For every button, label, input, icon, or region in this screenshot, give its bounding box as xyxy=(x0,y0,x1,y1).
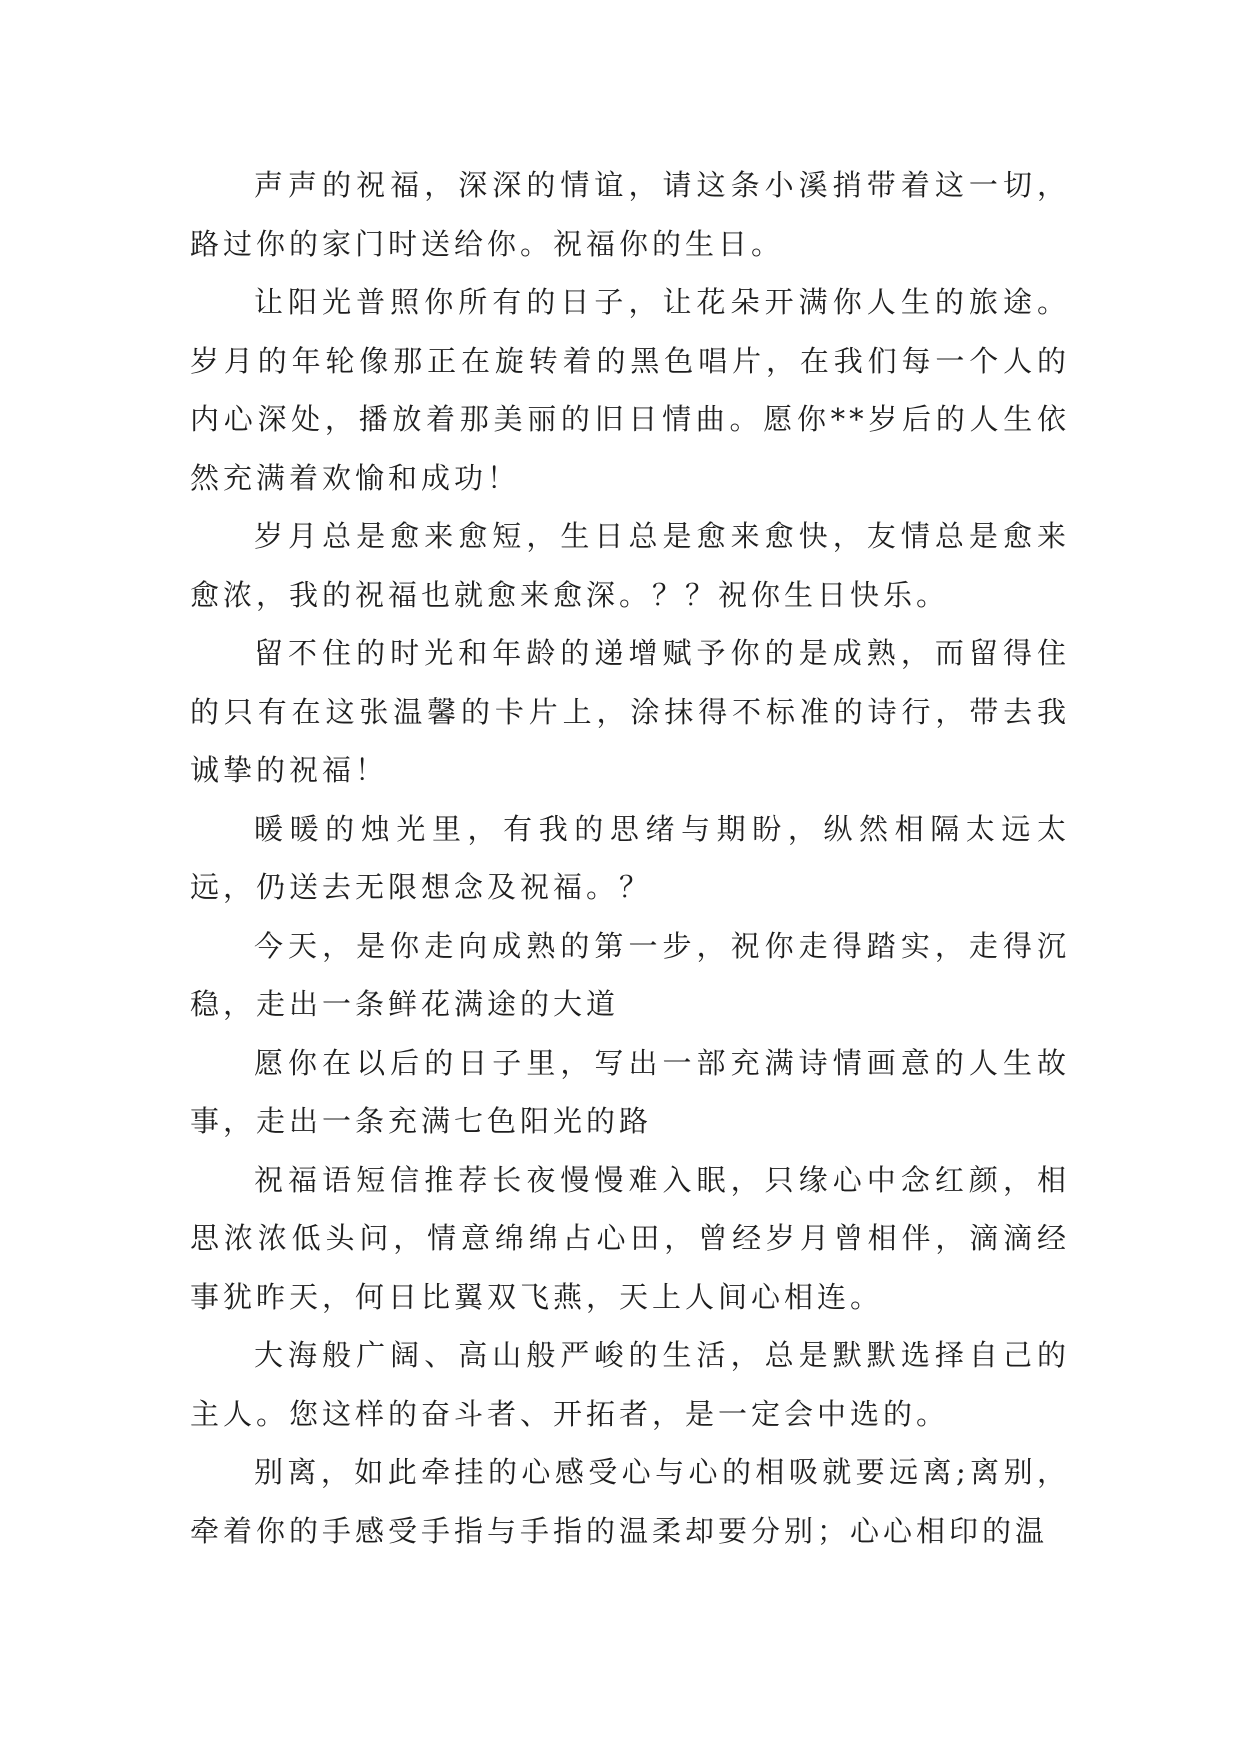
paragraph-3: 岁月总是愈来愈短，生日总是愈来愈快，友情总是愈来愈浓，我的祝福也就愈来愈深。？？祝你生日快乐。 xyxy=(190,519,1070,612)
paragraph-8: 祝福语短信推荐长夜慢慢难入眠，只缘心中念红颜，相思浓浓低头问，情意绵绵占心田，曾经岁月曾相伴，滴滴经事犹昨天，何日比翼双飞燕，天上人间心相连。 xyxy=(190,1162,1070,1314)
paragraph-6: 今天，是你走向成熟的第一步，祝你走得踏实，走得沉稳，走出一条鲜花满途的大道 xyxy=(190,928,1070,1021)
paragraph-1: 声声的祝福，深深的情谊，请这条小溪捎带着这一切，路过你的家门时送给你。祝福你的生日。 xyxy=(190,168,1070,261)
paragraph-2: 让阳光普照你所有的日子，让花朵开满你人生的旅途。岁月的年轮像那正在旋转着的黑色唱片，在我们每一个人的内心深处，播放着那美丽的旧日情曲。愿你**岁后的人生依然充满着欢愉和成功！ xyxy=(190,285,1070,495)
paragraph-5: 暖暖的烛光里，有我的思绪与期盼，纵然相隔太远太远，仍送去无限想念及祝福。？ xyxy=(190,811,1070,904)
paragraph-10: 别离，如此牵挂的心感受心与心的相吸就要远离;离别，牵着你的手感受手指与手指的温柔却要分别；心心相印的温 xyxy=(190,1455,1070,1548)
paragraph-4: 留不住的时光和年龄的递增赋予你的是成熟，而留得住的只有在这张温馨的卡片上，涂抹得不标准的诗行，带去我诚挚的祝福！ xyxy=(190,636,1070,787)
document-body xyxy=(190,156,1070,1560)
paragraph-9: 大海般广阔、高山般严峻的生活，总是默默选择自己的主人。您这样的奋斗者、开拓者，是一定会中选的。 xyxy=(190,1338,1070,1431)
paragraph-7: 愿你在以后的日子里，写出一部充满诗情画意的人生故事，走出一条充满七色阳光的路 xyxy=(190,1045,1070,1138)
